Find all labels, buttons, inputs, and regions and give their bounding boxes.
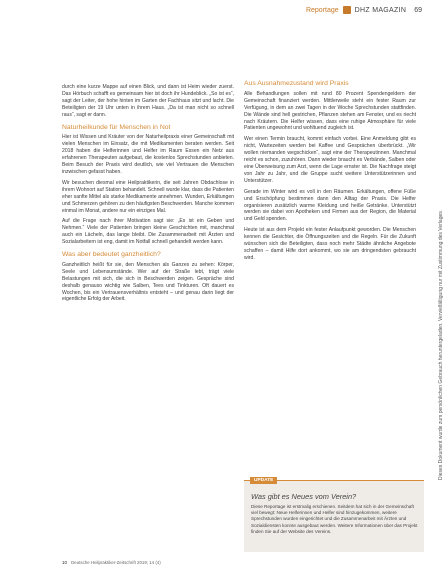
section-heading: Aus Ausnahmezustand wird Praxis bbox=[244, 80, 349, 87]
page-footer bbox=[62, 560, 161, 565]
intro-paragraph: durch eine kurze Mappe auf einen Blick, und dann ist Heim wieder zuerst. Das Hörbuch schafft es gemeinsam hier ist doch ihr Hundeblick. „So ist es“, sagt der Leiter, der hohe hinten im Garten der Fachhaus sitzt und lacht. Die Beteiligten der 19 Uhr unten in ihrem Haus. „Da ist man nicht so schnell raus“, sagt er dann. bbox=[62, 84, 234, 118]
section-label: Reportage bbox=[305, 6, 339, 14]
body-paragraph: Gerade im Winter wird es voll in den Räumen. Erkältungen, offene Füße und Erschöpfung bestimmen dann den Alltag der Praxis. Die Helfer organisieren zusätzlich warme Kleidung und heiße Getränke. Unterstützt werden sie dabei von Apotheken und Firmen aus der Region, die Material und Geld spenden. bbox=[244, 188, 416, 223]
page-number: 69 bbox=[414, 6, 422, 14]
body-paragraph: Ganzheitlich heißt für sie, den Menschen als Ganzes zu sehen: Körper, Seele und Lebensumstände. Wer auf der Straße lebt, trägt viele Belastungen mit sich, die sich in Beschwerden zeigen. Gespräche sind deshalb genauso wichtig wie Salben, Tees und Tinkturen. Oft dauert es Wochen, bis ein Vertrauensverhältnis entsteht – und genau darin liegt der eigentliche Erfolg der Arbeit. bbox=[62, 261, 234, 303]
body-paragraph: Wer einen Termin braucht, kommt einfach vorbei. Eine Anmeldung gibt es nicht, Wartezeiten werden bei Kaffee und Gesprächen überbrückt. „Wir wollen niemanden wegschicken“, sagt eine der Therapeutinnen. Manchmal reicht es schon, zuzuhören. Dann wieder braucht es Verbände, Salben oder eine Überweisung zum Arzt, wenn die Lage ernster ist. Die Nachfrage steigt von Jahr zu Jahr, und die Gruppe sucht weitere Unterstützerinnen und Unterstützer. bbox=[244, 136, 416, 184]
update-tag: UPDATE bbox=[250, 477, 277, 484]
update-body: Diese Reportage ist erstmalig erschienen. Seitdem hat sich in der Gemeinschaft viel bewegt: Neue Helferinnen und Helfer sind hinzugekommen, weitere Sprechstunden wurden eingerichtet und die Zusammenarbeit mit Ärzten und Sozialdiensten konnte ausgebaut werden. Weitere Informationen über das Projekt finden Sie auf der Website des Vereins. bbox=[251, 504, 418, 534]
body-paragraph: Hier ist Wissen und Kräuter von der Naturheilpraxis einer Gemeinschaft mit vielen Menschen im Einsatz, die mit Medikamenten beraten werden. Seit 2018 haben die Helferinnen und Helfer im Raum Essen ein Netz aus erfahrenen Therapeuten aufgebaut, die kostenlos Sprechstunden anbieten. Beim Besuch der Praxis wird deutlich, wie viel Vertrauen die Menschen inzwischen gefasst haben. bbox=[62, 134, 234, 175]
section-heading: Naturheilkunde für Menschen in Not bbox=[62, 123, 171, 131]
page-header bbox=[306, 6, 422, 14]
side-copyright-note: Dieses Dokument wurde zum persönlichen Gebrauch heruntergeladen. Vervielfältigung nur mit Zustimmung des Verlages. bbox=[438, 209, 444, 480]
body-paragraph: Alle Behandlungen sollen mit rund 80 Prozent Spendengeldern der Gemeinschaft finanziert werden. Mittlerweile steht ein fester Raum zur Verfügung, in dem an zwei Tagen in der Woche Sprechstunden stattfinden. Die Wände sind hell gestrichen, Pflanzen stehen am Fenster, und es riecht nach Kräutern. Die Helfer wissen, dass eine ruhige Atmosphäre für viele Patienten ungewohnt und wohltuend zugleich ist. bbox=[244, 90, 416, 132]
section-heading: Was aber bedeutet ganzheitlich? bbox=[62, 251, 161, 259]
text-column-left bbox=[62, 84, 234, 307]
body-paragraph: Auf die Frage nach ihrer Motivation sagt sie: „Es ist ein Geben und Nehmen.“ Viele der Patienten bringen kleine Geschichten mit, manchmal auch ein Lächeln, das lange bleibt. Die Zusammenarbeit mit Ärzten und Sozialarbeitern ist eng, damit im Notfall schnell gehandelt werden kann. bbox=[62, 218, 234, 246]
update-box bbox=[244, 480, 424, 552]
footer-citation: Deutsche Heilpraktiker-Zeitschrift 2019; 14 (4) bbox=[71, 560, 161, 565]
body-paragraph: Wir besuchen diesmal eine Heilpraktikerin, die seit Jahren Obdachlose in ihrem Wohnort auf Station behandelt. Schnell wurde klar, dass die Patienten eher sanfte Mittel als starke Medikamente annehmen. Wunden, Erkältungen und Schmerzen gehören zu den häufigsten Beschwerden. Manche kommen einmal im Monat, andere nur ein einziges Mal. bbox=[62, 179, 234, 214]
footer-page-number: 10 bbox=[62, 560, 67, 565]
magazine-logo-icon bbox=[343, 6, 351, 14]
body-paragraph: Heute ist aus dem Projekt ein fester Anlaufpunkt geworden. Die Menschen kennen die Gesichter, die Öffnungszeiten und die Regeln. Für die Zukunft wünschen sich die Beteiligten, dass noch mehr Städte ähnliche Angebote schaffen – damit Hilfe dort ankommt, wo sie am dringendsten gebraucht wird. bbox=[244, 227, 416, 261]
update-title: Was gibt es Neues vom Verein? bbox=[251, 492, 357, 501]
text-column-right bbox=[244, 81, 416, 266]
magazine-name: DHZ MAGAZIN bbox=[354, 6, 407, 14]
update-tag-line bbox=[244, 480, 424, 488]
